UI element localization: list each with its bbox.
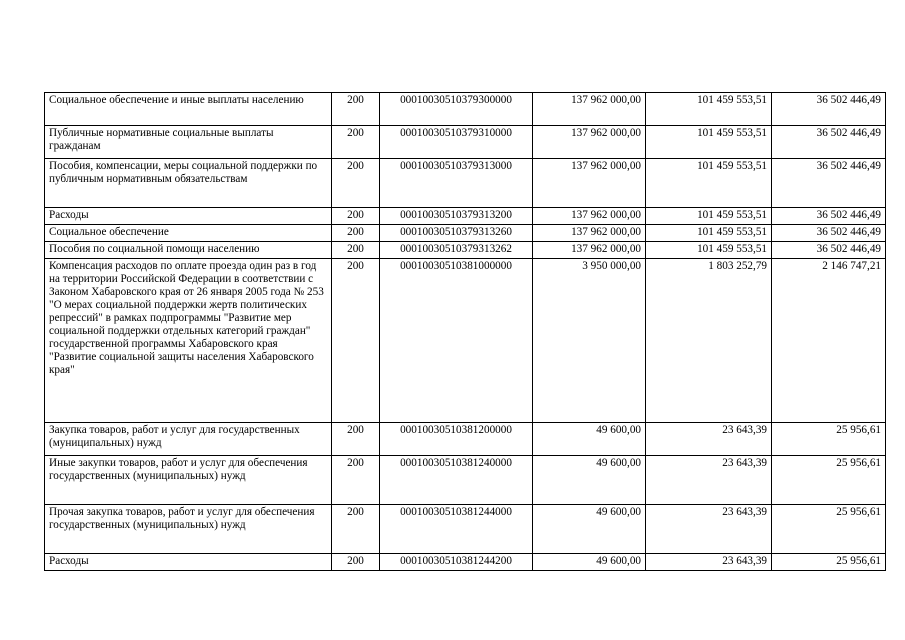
row-unexecuted-cell: 25 956,61	[772, 423, 886, 456]
row-kbk-cell: 00010030510379313260	[380, 225, 533, 242]
row-unexecuted-cell: 36 502 446,49	[772, 159, 886, 208]
row-code-cell: 200	[332, 159, 380, 208]
row-approved-cell: 49 600,00	[533, 554, 646, 571]
row-executed-cell: 23 643,39	[646, 423, 772, 456]
table-row	[45, 93, 886, 126]
row-unexecuted-cell: 36 502 446,49	[772, 225, 886, 242]
row-approved-cell: 49 600,00	[533, 423, 646, 456]
row-code-cell: 200	[332, 208, 380, 225]
row-name-cell: Пособия, компенсации, меры социальной поддержки по публичным нормативным обязательствам	[45, 159, 332, 208]
row-approved-cell: 137 962 000,00	[533, 208, 646, 225]
row-executed-cell: 23 643,39	[646, 456, 772, 505]
row-approved-cell: 3 950 000,00	[533, 259, 646, 423]
row-unexecuted-cell: 25 956,61	[772, 505, 886, 554]
row-executed-cell: 101 459 553,51	[646, 208, 772, 225]
row-name-cell: Социальное обеспечение	[45, 225, 332, 242]
table-row	[45, 126, 886, 159]
row-unexecuted-cell: 36 502 446,49	[772, 93, 886, 126]
row-code-cell: 200	[332, 225, 380, 242]
row-approved-cell: 137 962 000,00	[533, 126, 646, 159]
row-kbk-cell: 00010030510381000000	[380, 259, 533, 423]
row-executed-cell: 101 459 553,51	[646, 93, 772, 126]
table-body	[45, 93, 886, 571]
row-kbk-cell: 00010030510379313000	[380, 159, 533, 208]
row-kbk-cell: 00010030510379313200	[380, 208, 533, 225]
row-code-cell: 200	[332, 456, 380, 505]
row-executed-cell: 1 803 252,79	[646, 259, 772, 423]
table-row	[45, 456, 886, 505]
row-code-cell: 200	[332, 242, 380, 259]
row-unexecuted-cell: 36 502 446,49	[772, 242, 886, 259]
row-name-cell: Расходы	[45, 554, 332, 571]
row-unexecuted-cell: 25 956,61	[772, 456, 886, 505]
row-approved-cell: 49 600,00	[533, 505, 646, 554]
row-name-cell: Расходы	[45, 208, 332, 225]
row-unexecuted-cell: 36 502 446,49	[772, 208, 886, 225]
row-kbk-cell: 00010030510379300000	[380, 93, 533, 126]
row-name-cell: Компенсация расходов по оплате проезда один раз в год на территории Российской Федерации в соответствии с Законом Хабаровского края от 26 января 2005 года № 253 "О мерах социальной поддержки жертв политических репрессий" в рамках подпрограммы "Развитие мер социальной поддержки отдельных категорий граждан" государственной программы Хабаровского края "Развитие социальной защиты населения Хабаровского края"	[45, 259, 332, 423]
row-code-cell: 200	[332, 423, 380, 456]
row-unexecuted-cell: 25 956,61	[772, 554, 886, 571]
table-row	[45, 242, 886, 259]
row-executed-cell: 101 459 553,51	[646, 126, 772, 159]
row-approved-cell: 49 600,00	[533, 456, 646, 505]
row-code-cell: 200	[332, 93, 380, 126]
row-code-cell: 200	[332, 259, 380, 423]
row-code-cell: 200	[332, 126, 380, 159]
row-unexecuted-cell: 2 146 747,21	[772, 259, 886, 423]
row-unexecuted-cell: 36 502 446,49	[772, 126, 886, 159]
row-name-cell: Социальное обеспечение и иные выплаты населению	[45, 93, 332, 126]
row-kbk-cell: 00010030510381244200	[380, 554, 533, 571]
budget-execution-table	[44, 92, 886, 571]
row-code-cell: 200	[332, 554, 380, 571]
row-executed-cell: 23 643,39	[646, 554, 772, 571]
row-code-cell: 200	[332, 505, 380, 554]
row-kbk-cell: 00010030510381244000	[380, 505, 533, 554]
row-name-cell: Иные закупки товаров, работ и услуг для обеспечения государственных (муниципальных) нужд	[45, 456, 332, 505]
table-row	[45, 259, 886, 423]
row-executed-cell: 23 643,39	[646, 505, 772, 554]
row-approved-cell: 137 962 000,00	[533, 93, 646, 126]
table-row	[45, 423, 886, 456]
row-name-cell: Прочая закупка товаров, работ и услуг для обеспечения государственных (муниципальных) нужд	[45, 505, 332, 554]
row-kbk-cell: 00010030510379310000	[380, 126, 533, 159]
table-row	[45, 554, 886, 571]
row-executed-cell: 101 459 553,51	[646, 159, 772, 208]
row-approved-cell: 137 962 000,00	[533, 225, 646, 242]
table-row	[45, 505, 886, 554]
row-executed-cell: 101 459 553,51	[646, 225, 772, 242]
row-kbk-cell: 00010030510381240000	[380, 456, 533, 505]
table-row	[45, 159, 886, 208]
row-approved-cell: 137 962 000,00	[533, 159, 646, 208]
row-name-cell: Закупка товаров, работ и услуг для государственных (муниципальных) нужд	[45, 423, 332, 456]
row-name-cell: Пособия по социальной помощи населению	[45, 242, 332, 259]
table-row	[45, 208, 886, 225]
row-kbk-cell: 00010030510379313262	[380, 242, 533, 259]
row-kbk-cell: 00010030510381200000	[380, 423, 533, 456]
row-name-cell: Публичные нормативные социальные выплаты гражданам	[45, 126, 332, 159]
row-executed-cell: 101 459 553,51	[646, 242, 772, 259]
table-row	[45, 225, 886, 242]
row-approved-cell: 137 962 000,00	[533, 242, 646, 259]
